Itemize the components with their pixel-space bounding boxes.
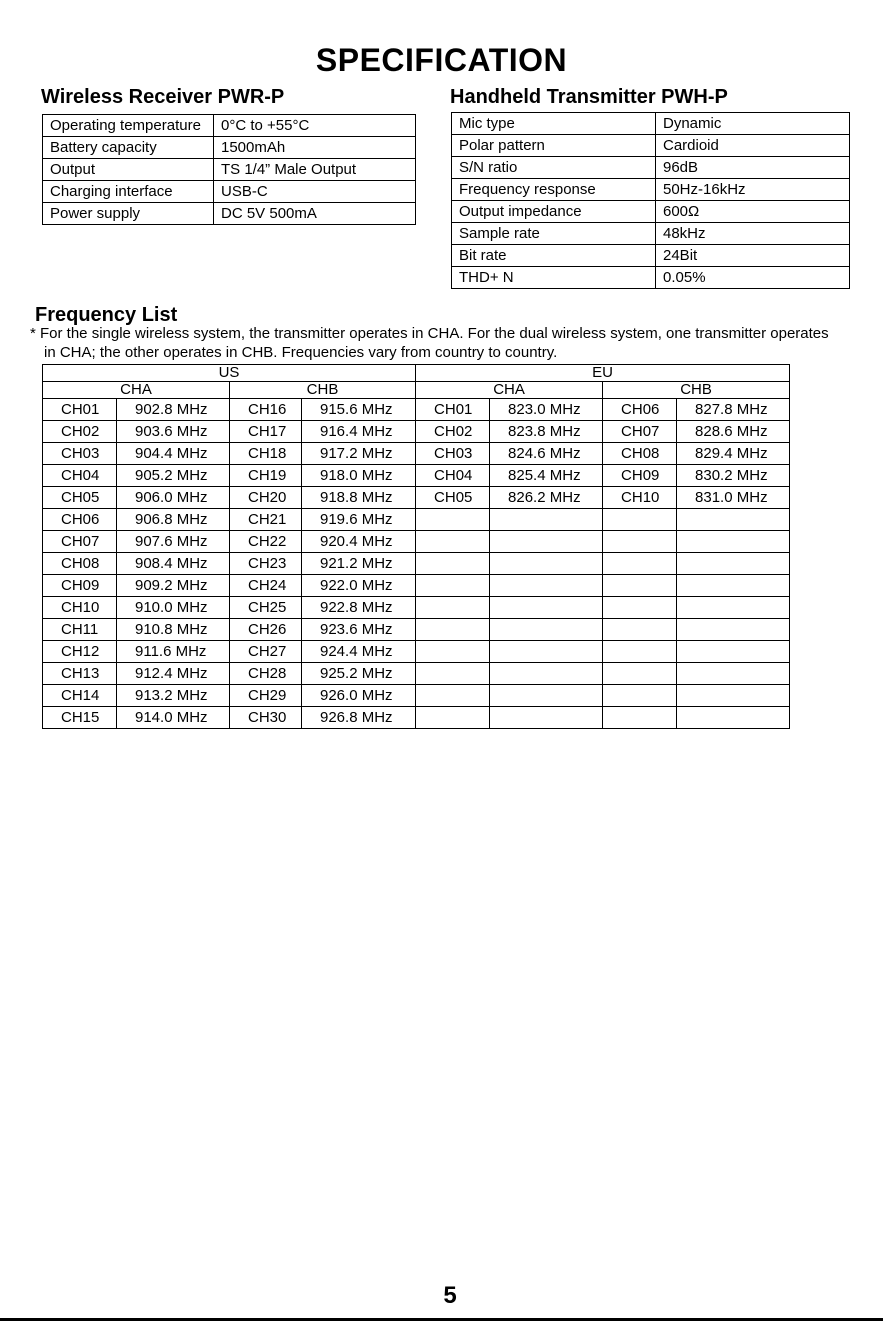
transmitter-spec-value: 48kHz bbox=[656, 223, 850, 245]
transmitter-spec-row bbox=[452, 267, 850, 289]
eu-cha-frequency: 826.2 MHz bbox=[490, 487, 603, 509]
us-cha-frequency: 910.8 MHz bbox=[117, 619, 230, 641]
frequency-row bbox=[43, 509, 790, 531]
eu-chb-frequency bbox=[677, 597, 790, 619]
eu-chb-frequency bbox=[677, 531, 790, 553]
eu-chb-frequency bbox=[677, 707, 790, 729]
eu-chb-frequency: 831.0 MHz bbox=[677, 487, 790, 509]
transmitter-spec-label: Sample rate bbox=[452, 223, 656, 245]
us-chb-frequency: 917.2 MHz bbox=[302, 443, 416, 465]
us-cha-frequency: 906.0 MHz bbox=[117, 487, 230, 509]
frequency-row bbox=[43, 421, 790, 443]
us-chb-frequency: 925.2 MHz bbox=[302, 663, 416, 685]
receiver-spec-row bbox=[43, 159, 416, 181]
eu-chb-channel: CH06 bbox=[603, 399, 677, 421]
eu-cha-channel: CH03 bbox=[416, 443, 490, 465]
transmitter-spec-row bbox=[452, 157, 850, 179]
us-chb-channel: CH21 bbox=[230, 509, 302, 531]
receiver-spec-label: Battery capacity bbox=[43, 137, 214, 159]
us-chb-frequency: 916.4 MHz bbox=[302, 421, 416, 443]
transmitter-spec-label: S/N ratio bbox=[452, 157, 656, 179]
us-cha-channel: CH08 bbox=[43, 553, 117, 575]
us-chb-channel: CH26 bbox=[230, 619, 302, 641]
transmitter-spec-value: 96dB bbox=[656, 157, 850, 179]
us-chb-channel: CH28 bbox=[230, 663, 302, 685]
us-cha-channel: CH06 bbox=[43, 509, 117, 531]
eu-chb-frequency: 829.4 MHz bbox=[677, 443, 790, 465]
receiver-spec-value: USB-C bbox=[214, 181, 416, 203]
us-chb-channel: CH24 bbox=[230, 575, 302, 597]
us-cha-channel: CH10 bbox=[43, 597, 117, 619]
frequency-row bbox=[43, 707, 790, 729]
us-cha-frequency: 907.6 MHz bbox=[117, 531, 230, 553]
transmitter-spec-table bbox=[451, 112, 850, 289]
us-chb-frequency: 922.0 MHz bbox=[302, 575, 416, 597]
us-chb-frequency: 918.0 MHz bbox=[302, 465, 416, 487]
frequency-list-heading: Frequency List bbox=[35, 304, 178, 326]
eu-cha-channel bbox=[416, 685, 490, 707]
transmitter-spec-value: Cardioid bbox=[656, 135, 850, 157]
frequency-note-line-2: in CHA; the other operates in CHB. Frequencies vary from country to country. bbox=[44, 344, 558, 361]
us-chb-channel: CH19 bbox=[230, 465, 302, 487]
us-cha-frequency: 903.6 MHz bbox=[117, 421, 230, 443]
frequency-row bbox=[43, 487, 790, 509]
eu-cha-frequency bbox=[490, 663, 603, 685]
page-number: 5 bbox=[443, 1282, 457, 1309]
receiver-spec-value: 1500mAh bbox=[214, 137, 416, 159]
transmitter-spec-row bbox=[452, 135, 850, 157]
eu-cha-channel bbox=[416, 641, 490, 663]
frequency-row bbox=[43, 619, 790, 641]
receiver-heading: Wireless Receiver PWR-P bbox=[41, 86, 285, 108]
region-eu-header: EU bbox=[416, 365, 790, 382]
eu-cha-frequency: 823.8 MHz bbox=[490, 421, 603, 443]
transmitter-spec-value: Dynamic bbox=[656, 113, 850, 135]
us-cha-header: CHA bbox=[43, 382, 230, 399]
receiver-spec-row bbox=[43, 137, 416, 159]
us-chb-frequency: 920.4 MHz bbox=[302, 531, 416, 553]
eu-cha-frequency bbox=[490, 531, 603, 553]
us-cha-channel: CH12 bbox=[43, 641, 117, 663]
eu-chb-channel bbox=[603, 685, 677, 707]
receiver-spec-value: TS 1/4” Male Output bbox=[214, 159, 416, 181]
transmitter-spec-value: 24Bit bbox=[656, 245, 850, 267]
frequency-row bbox=[43, 641, 790, 663]
us-cha-channel: CH05 bbox=[43, 487, 117, 509]
us-cha-frequency: 905.2 MHz bbox=[117, 465, 230, 487]
eu-cha-channel bbox=[416, 575, 490, 597]
us-chb-channel: CH23 bbox=[230, 553, 302, 575]
eu-chb-channel bbox=[603, 553, 677, 575]
eu-chb-frequency bbox=[677, 553, 790, 575]
us-cha-channel: CH13 bbox=[43, 663, 117, 685]
frequency-row bbox=[43, 465, 790, 487]
us-chb-channel: CH22 bbox=[230, 531, 302, 553]
page-title: SPECIFICATION bbox=[315, 42, 568, 78]
frequency-note bbox=[30, 324, 870, 362]
transmitter-spec-label: Output impedance bbox=[452, 201, 656, 223]
us-chb-channel: CH25 bbox=[230, 597, 302, 619]
eu-cha-channel: CH02 bbox=[416, 421, 490, 443]
eu-chb-frequency bbox=[677, 509, 790, 531]
frequency-row bbox=[43, 685, 790, 707]
eu-chb-channel bbox=[603, 641, 677, 663]
eu-cha-frequency bbox=[490, 597, 603, 619]
us-cha-channel: CH14 bbox=[43, 685, 117, 707]
eu-chb-channel bbox=[603, 531, 677, 553]
receiver-spec-label: Charging interface bbox=[43, 181, 214, 203]
frequency-row bbox=[43, 399, 790, 421]
eu-chb-frequency bbox=[677, 575, 790, 597]
eu-cha-header: CHA bbox=[416, 382, 603, 399]
us-cha-frequency: 911.6 MHz bbox=[117, 641, 230, 663]
transmitter-spec-row bbox=[452, 179, 850, 201]
frequency-row bbox=[43, 553, 790, 575]
eu-cha-frequency bbox=[490, 707, 603, 729]
us-cha-frequency: 912.4 MHz bbox=[117, 663, 230, 685]
transmitter-spec-row bbox=[452, 223, 850, 245]
transmitter-heading: Handheld Transmitter PWH-P bbox=[450, 86, 728, 108]
eu-cha-channel bbox=[416, 553, 490, 575]
transmitter-spec-value: 600Ω bbox=[656, 201, 850, 223]
us-chb-frequency: 922.8 MHz bbox=[302, 597, 416, 619]
eu-chb-frequency: 827.8 MHz bbox=[677, 399, 790, 421]
us-chb-frequency: 921.2 MHz bbox=[302, 553, 416, 575]
eu-cha-channel: CH01 bbox=[416, 399, 490, 421]
us-chb-channel: CH18 bbox=[230, 443, 302, 465]
us-cha-channel: CH15 bbox=[43, 707, 117, 729]
frequency-row bbox=[43, 663, 790, 685]
eu-chb-channel: CH10 bbox=[603, 487, 677, 509]
us-chb-channel: CH30 bbox=[230, 707, 302, 729]
us-chb-frequency: 923.6 MHz bbox=[302, 619, 416, 641]
eu-cha-frequency bbox=[490, 509, 603, 531]
eu-cha-frequency bbox=[490, 641, 603, 663]
us-cha-channel: CH04 bbox=[43, 465, 117, 487]
eu-chb-channel: CH07 bbox=[603, 421, 677, 443]
receiver-spec-row bbox=[43, 115, 416, 137]
frequency-note-line-1: * For the single wireless system, the transmitter operates in CHA. For the dual wireless system, one transmitter operates bbox=[30, 325, 829, 342]
us-chb-frequency: 918.8 MHz bbox=[302, 487, 416, 509]
eu-chb-frequency: 830.2 MHz bbox=[677, 465, 790, 487]
us-chb-frequency: 926.0 MHz bbox=[302, 685, 416, 707]
us-cha-channel: CH01 bbox=[43, 399, 117, 421]
us-cha-frequency: 906.8 MHz bbox=[117, 509, 230, 531]
eu-cha-frequency: 825.4 MHz bbox=[490, 465, 603, 487]
eu-cha-channel: CH05 bbox=[416, 487, 490, 509]
us-cha-frequency: 902.8 MHz bbox=[117, 399, 230, 421]
eu-cha-channel: CH04 bbox=[416, 465, 490, 487]
us-cha-frequency: 908.4 MHz bbox=[117, 553, 230, 575]
eu-chb-channel bbox=[603, 509, 677, 531]
us-cha-channel: CH11 bbox=[43, 619, 117, 641]
transmitter-spec-label: Polar pattern bbox=[452, 135, 656, 157]
us-cha-frequency: 914.0 MHz bbox=[117, 707, 230, 729]
eu-cha-frequency: 824.6 MHz bbox=[490, 443, 603, 465]
receiver-spec-row bbox=[43, 181, 416, 203]
us-cha-channel: CH03 bbox=[43, 443, 117, 465]
us-cha-frequency: 910.0 MHz bbox=[117, 597, 230, 619]
eu-cha-channel bbox=[416, 531, 490, 553]
us-cha-channel: CH09 bbox=[43, 575, 117, 597]
receiver-spec-table bbox=[42, 114, 416, 225]
eu-chb-channel bbox=[603, 597, 677, 619]
us-cha-channel: CH07 bbox=[43, 531, 117, 553]
eu-cha-frequency bbox=[490, 553, 603, 575]
transmitter-spec-value: 0.05% bbox=[656, 267, 850, 289]
transmitter-spec-value: 50Hz-16kHz bbox=[656, 179, 850, 201]
receiver-spec-row bbox=[43, 203, 416, 225]
eu-chb-channel: CH09 bbox=[603, 465, 677, 487]
eu-cha-frequency bbox=[490, 619, 603, 641]
us-chb-channel: CH17 bbox=[230, 421, 302, 443]
transmitter-spec-row bbox=[452, 245, 850, 267]
eu-chb-frequency: 828.6 MHz bbox=[677, 421, 790, 443]
transmitter-spec-label: THD+ N bbox=[452, 267, 656, 289]
eu-cha-channel bbox=[416, 597, 490, 619]
eu-chb-header: CHB bbox=[603, 382, 790, 399]
eu-chb-frequency bbox=[677, 641, 790, 663]
transmitter-spec-row bbox=[452, 113, 850, 135]
eu-chb-frequency bbox=[677, 663, 790, 685]
us-chb-channel: CH29 bbox=[230, 685, 302, 707]
us-chb-frequency: 915.6 MHz bbox=[302, 399, 416, 421]
eu-cha-channel bbox=[416, 707, 490, 729]
eu-chb-channel bbox=[603, 575, 677, 597]
eu-chb-channel bbox=[603, 619, 677, 641]
eu-chb-frequency bbox=[677, 619, 790, 641]
frequency-row bbox=[43, 531, 790, 553]
eu-chb-frequency bbox=[677, 685, 790, 707]
us-chb-frequency: 919.6 MHz bbox=[302, 509, 416, 531]
us-chb-channel: CH16 bbox=[230, 399, 302, 421]
us-cha-frequency: 913.2 MHz bbox=[117, 685, 230, 707]
us-cha-channel: CH02 bbox=[43, 421, 117, 443]
receiver-spec-label: Output bbox=[43, 159, 214, 181]
eu-cha-frequency bbox=[490, 575, 603, 597]
us-chb-channel: CH20 bbox=[230, 487, 302, 509]
frequency-row bbox=[43, 575, 790, 597]
receiver-spec-label: Power supply bbox=[43, 203, 214, 225]
region-us-header: US bbox=[43, 365, 416, 382]
eu-chb-channel: CH08 bbox=[603, 443, 677, 465]
transmitter-spec-label: Mic type bbox=[452, 113, 656, 135]
receiver-spec-value: 0°C to +55°C bbox=[214, 115, 416, 137]
eu-chb-channel bbox=[603, 707, 677, 729]
transmitter-spec-label: Frequency response bbox=[452, 179, 656, 201]
us-chb-header: CHB bbox=[230, 382, 416, 399]
frequency-row bbox=[43, 597, 790, 619]
frequency-table bbox=[42, 364, 790, 729]
eu-cha-channel bbox=[416, 509, 490, 531]
eu-cha-frequency bbox=[490, 685, 603, 707]
us-chb-frequency: 926.8 MHz bbox=[302, 707, 416, 729]
us-chb-channel: CH27 bbox=[230, 641, 302, 663]
receiver-spec-value: DC 5V 500mA bbox=[214, 203, 416, 225]
receiver-spec-label: Operating temperature bbox=[43, 115, 214, 137]
eu-cha-channel bbox=[416, 619, 490, 641]
us-chb-frequency: 924.4 MHz bbox=[302, 641, 416, 663]
eu-chb-channel bbox=[603, 663, 677, 685]
transmitter-spec-row bbox=[452, 201, 850, 223]
us-cha-frequency: 909.2 MHz bbox=[117, 575, 230, 597]
us-cha-frequency: 904.4 MHz bbox=[117, 443, 230, 465]
frequency-row bbox=[43, 443, 790, 465]
eu-cha-channel bbox=[416, 663, 490, 685]
transmitter-spec-label: Bit rate bbox=[452, 245, 656, 267]
eu-cha-frequency: 823.0 MHz bbox=[490, 399, 603, 421]
